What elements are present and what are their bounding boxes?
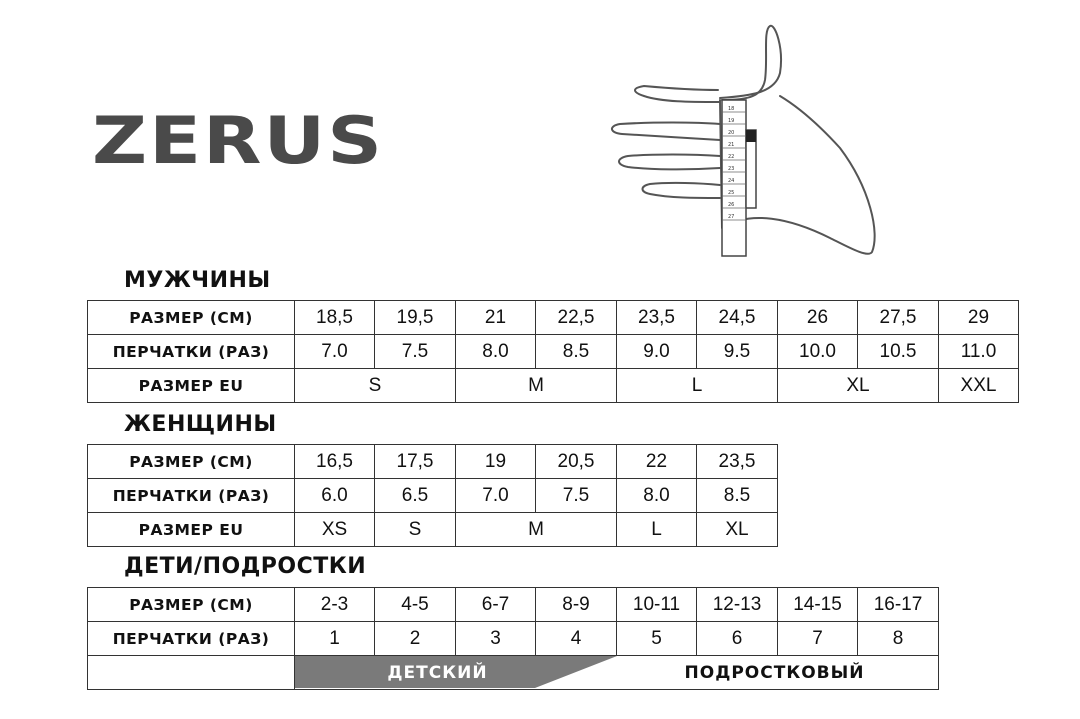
cell: 11.0 [939, 335, 1019, 369]
cell: 2 [375, 622, 456, 656]
cell: M [456, 513, 617, 547]
row-header: РАЗМЕР (СМ) [88, 445, 295, 479]
cell: 17,5 [375, 445, 456, 479]
row-header: РАЗМЕР EU [88, 369, 295, 403]
row-header: ПЕРЧАТКИ (РАЗ) [88, 479, 295, 513]
cell: 26 [778, 301, 858, 335]
cell: 7.0 [295, 335, 375, 369]
band-teen-label: ПОДРОСТКОВЫЙ [684, 662, 865, 683]
cell: 6.0 [295, 479, 375, 513]
men-eu-row [88, 369, 1019, 403]
tape-mark-label: 25 [728, 190, 735, 196]
cell: XS [295, 513, 375, 547]
cell: 2-3 [295, 588, 375, 622]
women-glove-row [88, 479, 778, 513]
cell: 8 [858, 622, 939, 656]
cell: 6-7 [456, 588, 536, 622]
row-header: РАЗМЕР (СМ) [88, 588, 295, 622]
cell: 21 [456, 301, 536, 335]
women-section-title: ЖЕНЩИНЫ [124, 412, 277, 437]
cell: 19,5 [375, 301, 456, 335]
cell: 23,5 [697, 445, 778, 479]
tape-mark-label: 22 [728, 154, 735, 160]
cell: 4-5 [375, 588, 456, 622]
cell: L [617, 513, 697, 547]
tape-mark-label: 23 [728, 166, 735, 172]
row-header: РАЗМЕР EU [88, 513, 295, 547]
row-header: РАЗМЕР (СМ) [88, 301, 295, 335]
cell: 23,5 [617, 301, 697, 335]
cell: 27,5 [858, 301, 939, 335]
cell: M [456, 369, 617, 403]
cell: 7.0 [456, 479, 536, 513]
women-cm-row [88, 445, 778, 479]
cell: 8.5 [697, 479, 778, 513]
kids-glove-row [88, 622, 939, 656]
cell: 16,5 [295, 445, 375, 479]
cell: XXL [939, 369, 1019, 403]
tape-mark-label: 19 [728, 118, 735, 124]
brand-logo: ZERUS [92, 101, 384, 179]
cell: S [295, 369, 456, 403]
kids-cm-row [88, 588, 939, 622]
cell: 10-11 [617, 588, 697, 622]
tape-mark-label: 24 [728, 178, 735, 184]
age-band [295, 656, 938, 689]
women-size-table [87, 444, 778, 547]
cell: 7 [778, 622, 858, 656]
men-section-title: МУЖЧИНЫ [124, 268, 271, 293]
row-header: ПЕРЧАТКИ (РАЗ) [88, 622, 295, 656]
cell: 8-9 [536, 588, 617, 622]
tape-mark-label: 18 [728, 106, 735, 112]
cell: 8.0 [456, 335, 536, 369]
men-cm-row [88, 301, 1019, 335]
cell: 16-17 [858, 588, 939, 622]
cell: S [375, 513, 456, 547]
cell: 9.5 [697, 335, 778, 369]
cell: 8.0 [617, 479, 697, 513]
cell: 3 [456, 622, 536, 656]
cell: XL [697, 513, 778, 547]
kids-size-table [87, 587, 939, 690]
empty-header-cell [88, 656, 295, 690]
cell: 29 [939, 301, 1019, 335]
tape-mark-label: 21 [728, 142, 735, 148]
cell: 12-13 [697, 588, 778, 622]
cell: 7.5 [536, 479, 617, 513]
age-band-cell [295, 656, 939, 690]
cell: 10.5 [858, 335, 939, 369]
cell: 10.0 [778, 335, 858, 369]
cell: 8.5 [536, 335, 617, 369]
cell: 14-15 [778, 588, 858, 622]
tape-mark-label: 27 [728, 214, 735, 220]
hand-measure-illustration [600, 18, 900, 263]
cell: 4 [536, 622, 617, 656]
cell: 22,5 [536, 301, 617, 335]
cell: 24,5 [697, 301, 778, 335]
tape-mark-label: 26 [728, 202, 735, 208]
cell: 7.5 [375, 335, 456, 369]
band-child-label: ДЕТСКИЙ [387, 662, 488, 683]
men-glove-row [88, 335, 1019, 369]
cell: 1 [295, 622, 375, 656]
cell: 9.0 [617, 335, 697, 369]
cell: 18,5 [295, 301, 375, 335]
tape-mark-label: 20 [728, 130, 735, 136]
women-eu-row [88, 513, 778, 547]
men-size-table [87, 300, 1019, 403]
cell: 20,5 [536, 445, 617, 479]
cell: L [617, 369, 778, 403]
kids-section-title: ДЕТИ/ПОДРОСТКИ [124, 554, 367, 579]
cell: 19 [456, 445, 536, 479]
cell: XL [778, 369, 939, 403]
cell: 6 [697, 622, 778, 656]
row-header: ПЕРЧАТКИ (РАЗ) [88, 335, 295, 369]
kids-age-band-row [88, 656, 939, 690]
cell: 5 [617, 622, 697, 656]
cell: 6.5 [375, 479, 456, 513]
cell: 22 [617, 445, 697, 479]
